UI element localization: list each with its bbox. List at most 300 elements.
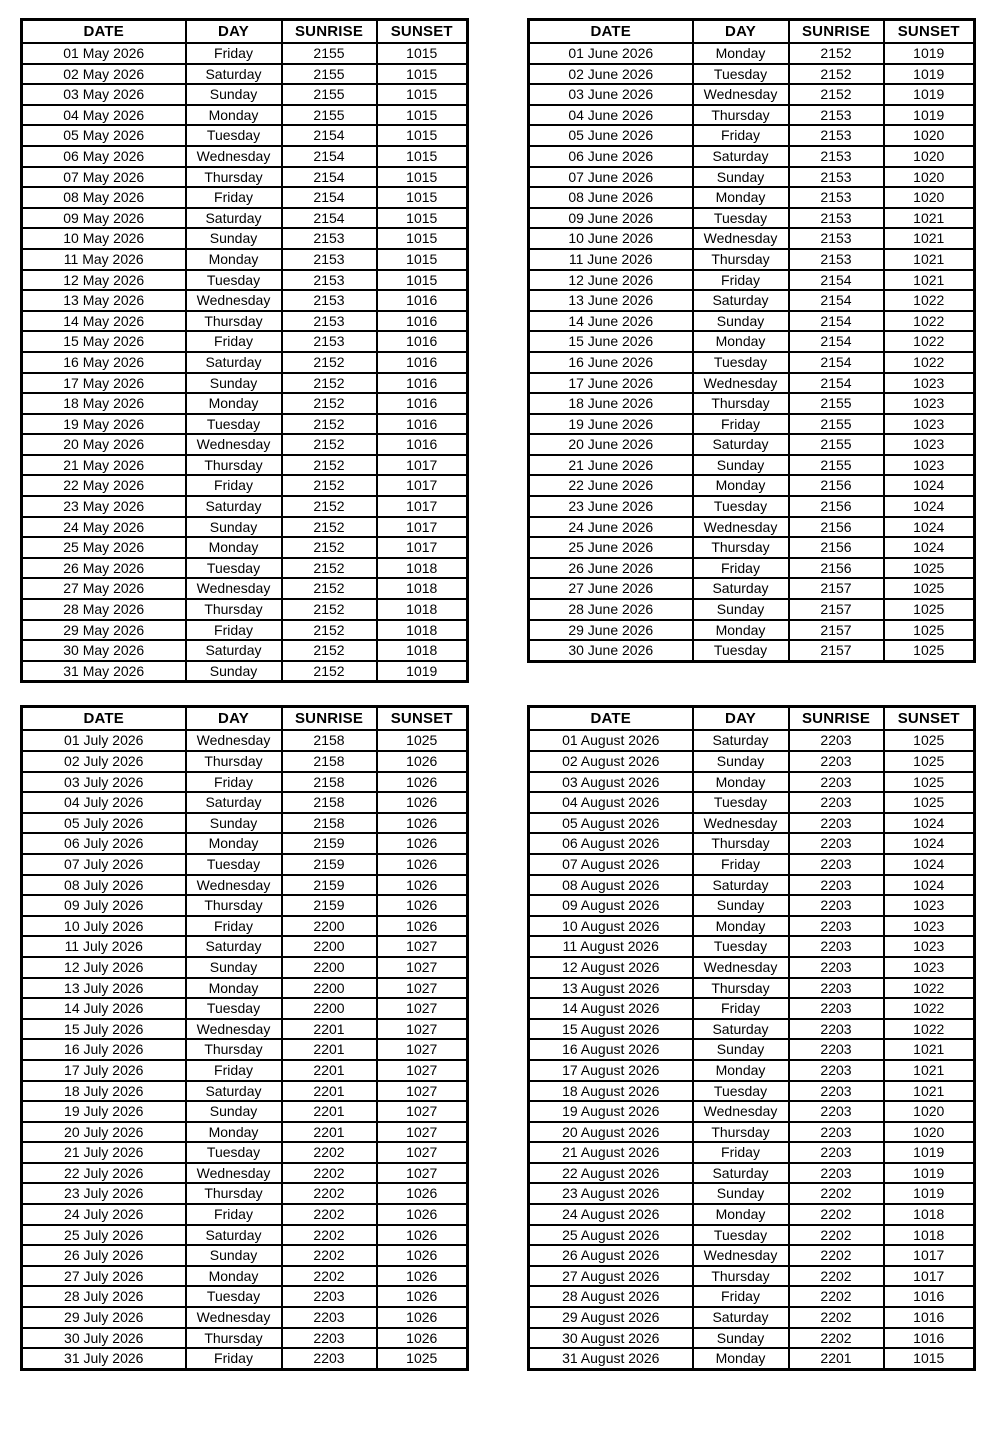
date-cell: 11 May 2026 [22, 249, 186, 270]
table-row [529, 270, 975, 291]
table-row [22, 43, 468, 64]
day-cell: Saturday [186, 496, 282, 517]
day-cell: Friday [693, 558, 789, 579]
sunset-cell: 1022 [884, 311, 975, 332]
sunset-cell: 1021 [884, 1039, 975, 1060]
table-row [529, 1328, 975, 1349]
sunrise-cell: 2203 [789, 936, 884, 957]
date-cell: 18 June 2026 [529, 393, 693, 414]
table-row [22, 1266, 468, 1287]
sunrise-cell: 2155 [789, 414, 884, 435]
sunrise-cell: 2158 [282, 730, 377, 751]
sunset-cell: 1025 [884, 578, 975, 599]
sunset-cell: 1019 [884, 105, 975, 126]
table-row [529, 290, 975, 311]
date-cell: 24 August 2026 [529, 1204, 693, 1225]
sunrise-cell: 2202 [789, 1183, 884, 1204]
sunrise-cell: 2158 [282, 751, 377, 772]
day-cell: Thursday [186, 599, 282, 620]
sunrise-cell: 2202 [789, 1266, 884, 1287]
sunset-cell: 1026 [377, 833, 468, 854]
sunrise-cell: 2152 [282, 558, 377, 579]
sunset-cell: 1026 [377, 1225, 468, 1246]
sunrise-cell: 2202 [789, 1245, 884, 1266]
sunrise-cell: 2202 [789, 1204, 884, 1225]
table-row [22, 813, 468, 834]
sunset-cell: 1024 [884, 537, 975, 558]
table-row [529, 64, 975, 85]
day-cell: Friday [186, 1204, 282, 1225]
sunset-cell: 1015 [377, 270, 468, 291]
sunrise-cell: 2203 [789, 730, 884, 751]
column-header-sunrise: SUNRISE [789, 707, 884, 731]
sunset-cell: 1016 [377, 311, 468, 332]
date-cell: 14 August 2026 [529, 998, 693, 1019]
day-cell: Friday [186, 916, 282, 937]
sunset-cell: 1027 [377, 1060, 468, 1081]
sunrise-cell: 2154 [282, 167, 377, 188]
sunset-cell: 1027 [377, 998, 468, 1019]
date-cell: 20 June 2026 [529, 434, 693, 455]
sunrise-cell: 2154 [789, 373, 884, 394]
sunset-cell: 1020 [884, 125, 975, 146]
date-cell: 20 July 2026 [22, 1122, 186, 1143]
day-cell: Monday [693, 187, 789, 208]
sunrise-cell: 2203 [789, 833, 884, 854]
table-row [22, 1328, 468, 1349]
sunset-cell: 1023 [884, 916, 975, 937]
date-cell: 23 July 2026 [22, 1183, 186, 1204]
date-cell: 21 June 2026 [529, 455, 693, 476]
day-cell: Sunday [693, 1039, 789, 1060]
sunset-cell: 1019 [884, 64, 975, 85]
sunset-cell: 1024 [884, 833, 975, 854]
sunset-cell: 1026 [377, 916, 468, 937]
sunrise-cell: 2202 [282, 1245, 377, 1266]
day-cell: Saturday [186, 64, 282, 85]
date-cell: 27 July 2026 [22, 1266, 186, 1287]
date-cell: 28 July 2026 [22, 1286, 186, 1307]
sunset-cell: 1022 [884, 290, 975, 311]
document-page [20, 18, 973, 1371]
date-cell: 23 May 2026 [22, 496, 186, 517]
date-cell: 24 May 2026 [22, 517, 186, 538]
date-cell: 17 May 2026 [22, 373, 186, 394]
table-row [22, 1348, 468, 1369]
day-cell: Saturday [693, 578, 789, 599]
date-cell: 17 July 2026 [22, 1060, 186, 1081]
day-cell: Wednesday [693, 813, 789, 834]
date-cell: 20 May 2026 [22, 434, 186, 455]
date-cell: 27 August 2026 [529, 1266, 693, 1287]
sunset-cell: 1023 [884, 434, 975, 455]
day-cell: Wednesday [693, 1101, 789, 1122]
date-cell: 26 July 2026 [22, 1245, 186, 1266]
sunset-cell: 1019 [884, 84, 975, 105]
day-cell: Friday [186, 43, 282, 64]
table-row [529, 1204, 975, 1225]
date-cell: 30 June 2026 [529, 640, 693, 661]
sunset-cell: 1020 [884, 167, 975, 188]
date-cell: 30 May 2026 [22, 640, 186, 661]
day-cell: Sunday [693, 1183, 789, 1204]
sunrise-cell: 2201 [282, 1060, 377, 1081]
date-cell: 15 May 2026 [22, 331, 186, 352]
date-cell: 13 May 2026 [22, 290, 186, 311]
sunrise-cell: 2152 [282, 496, 377, 517]
day-cell: Wednesday [186, 290, 282, 311]
day-cell: Sunday [186, 84, 282, 105]
table-row [529, 916, 975, 937]
date-cell: 13 August 2026 [529, 978, 693, 999]
table-row [529, 730, 975, 751]
day-cell: Saturday [693, 146, 789, 167]
day-cell: Sunday [186, 1101, 282, 1122]
table-row [22, 187, 468, 208]
date-cell: 23 June 2026 [529, 496, 693, 517]
day-cell: Wednesday [186, 146, 282, 167]
sunset-cell: 1015 [377, 228, 468, 249]
sunset-cell: 1019 [884, 1183, 975, 1204]
sunset-cell: 1016 [884, 1328, 975, 1349]
sunset-cell: 1027 [377, 957, 468, 978]
date-cell: 09 May 2026 [22, 208, 186, 229]
day-cell: Tuesday [186, 998, 282, 1019]
day-cell: Wednesday [186, 1307, 282, 1328]
sunrise-cell: 2203 [789, 895, 884, 916]
header-row [22, 20, 468, 44]
date-cell: 24 June 2026 [529, 517, 693, 538]
day-cell: Sunday [693, 751, 789, 772]
sunrise-cell: 2153 [282, 270, 377, 291]
date-cell: 22 May 2026 [22, 475, 186, 496]
day-cell: Monday [186, 249, 282, 270]
sunset-cell: 1026 [377, 751, 468, 772]
sunrise-cell: 2203 [789, 1081, 884, 1102]
sunrise-cell: 2157 [789, 578, 884, 599]
table-row [529, 854, 975, 875]
table-row [529, 599, 975, 620]
sunrise-cell: 2155 [282, 64, 377, 85]
date-cell: 03 July 2026 [22, 772, 186, 793]
sunset-cell: 1015 [377, 125, 468, 146]
sunrise-cell: 2203 [789, 998, 884, 1019]
day-cell: Friday [693, 1142, 789, 1163]
date-cell: 12 May 2026 [22, 270, 186, 291]
header-row [529, 20, 975, 44]
table-row [22, 1122, 468, 1143]
sunset-cell: 1021 [884, 270, 975, 291]
sunrise-cell: 2203 [789, 1101, 884, 1122]
date-cell: 13 July 2026 [22, 978, 186, 999]
date-cell: 03 August 2026 [529, 772, 693, 793]
sunrise-cell: 2153 [789, 167, 884, 188]
table-row [529, 1183, 975, 1204]
table-row [22, 1245, 468, 1266]
date-cell: 25 August 2026 [529, 1225, 693, 1246]
sunset-cell: 1017 [377, 517, 468, 538]
day-cell: Tuesday [186, 1286, 282, 1307]
table-row [22, 916, 468, 937]
table-row [22, 434, 468, 455]
sunset-cell: 1025 [884, 558, 975, 579]
sunrise-cell: 2203 [789, 1019, 884, 1040]
day-cell: Tuesday [693, 496, 789, 517]
sunset-cell: 1023 [884, 455, 975, 476]
date-cell: 05 May 2026 [22, 125, 186, 146]
day-cell: Tuesday [693, 792, 789, 813]
table-row [529, 640, 975, 661]
date-cell: 14 June 2026 [529, 311, 693, 332]
sunset-cell: 1026 [377, 1204, 468, 1225]
table-row [529, 373, 975, 394]
date-cell: 28 June 2026 [529, 599, 693, 620]
table-row [22, 1081, 468, 1102]
sunrise-cell: 2203 [789, 813, 884, 834]
sunset-cell: 1015 [377, 249, 468, 270]
date-cell: 16 July 2026 [22, 1039, 186, 1060]
sunset-cell: 1016 [884, 1307, 975, 1328]
table-row [22, 957, 468, 978]
sunrise-cell: 2152 [282, 373, 377, 394]
sunset-cell: 1027 [377, 978, 468, 999]
date-cell: 29 May 2026 [22, 620, 186, 641]
sunrise-cell: 2154 [789, 352, 884, 373]
sunset-cell: 1021 [884, 1060, 975, 1081]
sunrise-cell: 2154 [789, 311, 884, 332]
day-cell: Thursday [693, 249, 789, 270]
sunset-cell: 1027 [377, 936, 468, 957]
table-row [529, 475, 975, 496]
header-row [529, 707, 975, 731]
sunrise-cell: 2200 [282, 936, 377, 957]
day-cell: Friday [186, 187, 282, 208]
sunrise-cell: 2154 [282, 125, 377, 146]
day-cell: Monday [693, 1204, 789, 1225]
day-cell: Saturday [693, 1019, 789, 1040]
sunset-cell: 1025 [884, 772, 975, 793]
day-cell: Sunday [186, 517, 282, 538]
table-row [529, 772, 975, 793]
date-cell: 09 June 2026 [529, 208, 693, 229]
sunset-cell: 1025 [884, 640, 975, 661]
date-cell: 03 May 2026 [22, 84, 186, 105]
sunrise-cell: 2158 [282, 792, 377, 813]
date-cell: 19 June 2026 [529, 414, 693, 435]
sunrise-cell: 2158 [282, 772, 377, 793]
sunrise-cell: 2157 [789, 620, 884, 641]
sunrise-cell: 2203 [789, 1142, 884, 1163]
sunset-cell: 1020 [884, 1122, 975, 1143]
date-cell: 29 July 2026 [22, 1307, 186, 1328]
day-cell: Friday [186, 1348, 282, 1369]
sunset-cell: 1018 [377, 620, 468, 641]
table-row [22, 64, 468, 85]
sunset-cell: 1015 [377, 84, 468, 105]
sunrise-cell: 2152 [282, 434, 377, 455]
table-row [22, 558, 468, 579]
day-cell: Wednesday [693, 84, 789, 105]
table-row [529, 558, 975, 579]
day-cell: Thursday [693, 978, 789, 999]
date-cell: 01 July 2026 [22, 730, 186, 751]
date-cell: 01 May 2026 [22, 43, 186, 64]
day-cell: Friday [186, 1060, 282, 1081]
day-cell: Saturday [693, 730, 789, 751]
date-cell: 07 June 2026 [529, 167, 693, 188]
sunset-cell: 1026 [377, 1266, 468, 1287]
sunset-cell: 1019 [884, 43, 975, 64]
sunrise-sunset-table-june-2026 [527, 18, 976, 663]
day-cell: Friday [186, 475, 282, 496]
column-header-day: DAY [186, 707, 282, 731]
sunrise-cell: 2159 [282, 833, 377, 854]
table-row [529, 1101, 975, 1122]
sunset-cell: 1020 [884, 1101, 975, 1122]
column-header-sunset: SUNSET [377, 707, 468, 731]
sunrise-cell: 2156 [789, 517, 884, 538]
sunset-cell: 1015 [884, 1348, 975, 1369]
date-cell: 08 May 2026 [22, 187, 186, 208]
sunset-cell: 1017 [377, 475, 468, 496]
date-cell: 26 June 2026 [529, 558, 693, 579]
sunset-cell: 1018 [377, 558, 468, 579]
table-row [529, 1307, 975, 1328]
table-row [22, 1101, 468, 1122]
table-row [529, 978, 975, 999]
table-row [529, 875, 975, 896]
sunset-cell: 1024 [884, 875, 975, 896]
sunset-cell: 1027 [377, 1163, 468, 1184]
sunrise-cell: 2157 [789, 640, 884, 661]
sunset-cell: 1025 [884, 599, 975, 620]
date-cell: 21 May 2026 [22, 455, 186, 476]
table-row [22, 1307, 468, 1328]
day-cell: Wednesday [186, 730, 282, 751]
table-row [529, 1019, 975, 1040]
day-cell: Sunday [186, 373, 282, 394]
day-cell: Saturday [186, 792, 282, 813]
table-row [529, 792, 975, 813]
table-row [529, 249, 975, 270]
day-cell: Friday [693, 270, 789, 291]
sunset-cell: 1022 [884, 998, 975, 1019]
sunrise-cell: 2153 [789, 187, 884, 208]
sunrise-cell: 2154 [789, 270, 884, 291]
day-cell: Friday [693, 854, 789, 875]
date-cell: 17 August 2026 [529, 1060, 693, 1081]
table-row [22, 998, 468, 1019]
day-cell: Thursday [693, 1122, 789, 1143]
date-cell: 27 June 2026 [529, 578, 693, 599]
sunrise-cell: 2203 [789, 875, 884, 896]
date-cell: 18 July 2026 [22, 1081, 186, 1102]
date-cell: 29 June 2026 [529, 620, 693, 641]
column-header-sunrise: SUNRISE [282, 20, 377, 44]
sunset-cell: 1025 [884, 792, 975, 813]
table-row [529, 414, 975, 435]
sunrise-cell: 2200 [282, 978, 377, 999]
day-cell: Sunday [693, 599, 789, 620]
column-header-date: DATE [22, 20, 186, 44]
sunrise-cell: 2202 [282, 1225, 377, 1246]
sunrise-cell: 2152 [789, 43, 884, 64]
sunrise-cell: 2201 [789, 1348, 884, 1369]
sunset-cell: 1023 [884, 414, 975, 435]
column-header-sunset: SUNSET [377, 20, 468, 44]
sunrise-cell: 2153 [789, 146, 884, 167]
date-cell: 29 August 2026 [529, 1307, 693, 1328]
table-row [529, 1122, 975, 1143]
table-row [22, 270, 468, 291]
sunset-cell: 1026 [377, 1286, 468, 1307]
sunrise-cell: 2154 [282, 187, 377, 208]
table-row [22, 537, 468, 558]
sunrise-cell: 2152 [282, 661, 377, 682]
date-cell: 14 July 2026 [22, 998, 186, 1019]
sunset-cell: 1016 [377, 373, 468, 394]
sunset-cell: 1026 [377, 792, 468, 813]
sunset-cell: 1026 [377, 1245, 468, 1266]
sunset-cell: 1026 [377, 1328, 468, 1349]
sunrise-cell: 2152 [282, 455, 377, 476]
date-cell: 06 July 2026 [22, 833, 186, 854]
table-row [22, 105, 468, 126]
table-row [529, 751, 975, 772]
sunset-cell: 1016 [377, 393, 468, 414]
date-cell: 28 May 2026 [22, 599, 186, 620]
day-cell: Saturday [186, 208, 282, 229]
table-row [22, 1163, 468, 1184]
sunset-cell: 1016 [377, 352, 468, 373]
sunset-cell: 1026 [377, 875, 468, 896]
day-cell: Wednesday [186, 434, 282, 455]
day-cell: Wednesday [693, 517, 789, 538]
table-row [529, 311, 975, 332]
column-header-date: DATE [529, 707, 693, 731]
date-cell: 22 June 2026 [529, 475, 693, 496]
day-cell: Tuesday [693, 640, 789, 661]
day-cell: Thursday [186, 455, 282, 476]
day-cell: Saturday [186, 1081, 282, 1102]
date-cell: 16 May 2026 [22, 352, 186, 373]
day-cell: Thursday [186, 895, 282, 916]
sunrise-cell: 2153 [789, 208, 884, 229]
day-cell: Sunday [186, 957, 282, 978]
day-cell: Monday [186, 1122, 282, 1143]
table-row [22, 1225, 468, 1246]
day-cell: Sunday [693, 895, 789, 916]
day-cell: Sunday [693, 455, 789, 476]
sunrise-cell: 2203 [789, 792, 884, 813]
sunrise-cell: 2203 [282, 1348, 377, 1369]
sunrise-cell: 2153 [282, 249, 377, 270]
table-row [529, 146, 975, 167]
table-row [529, 1225, 975, 1246]
day-cell: Wednesday [693, 373, 789, 394]
date-cell: 21 July 2026 [22, 1142, 186, 1163]
sunset-cell: 1025 [884, 730, 975, 751]
sunrise-cell: 2153 [282, 311, 377, 332]
table-row [22, 1039, 468, 1060]
sunset-cell: 1016 [377, 331, 468, 352]
date-cell: 02 May 2026 [22, 64, 186, 85]
day-cell: Thursday [186, 1328, 282, 1349]
table-row [22, 228, 468, 249]
sunset-cell: 1026 [377, 813, 468, 834]
date-cell: 31 May 2026 [22, 661, 186, 682]
sunrise-cell: 2157 [789, 599, 884, 620]
